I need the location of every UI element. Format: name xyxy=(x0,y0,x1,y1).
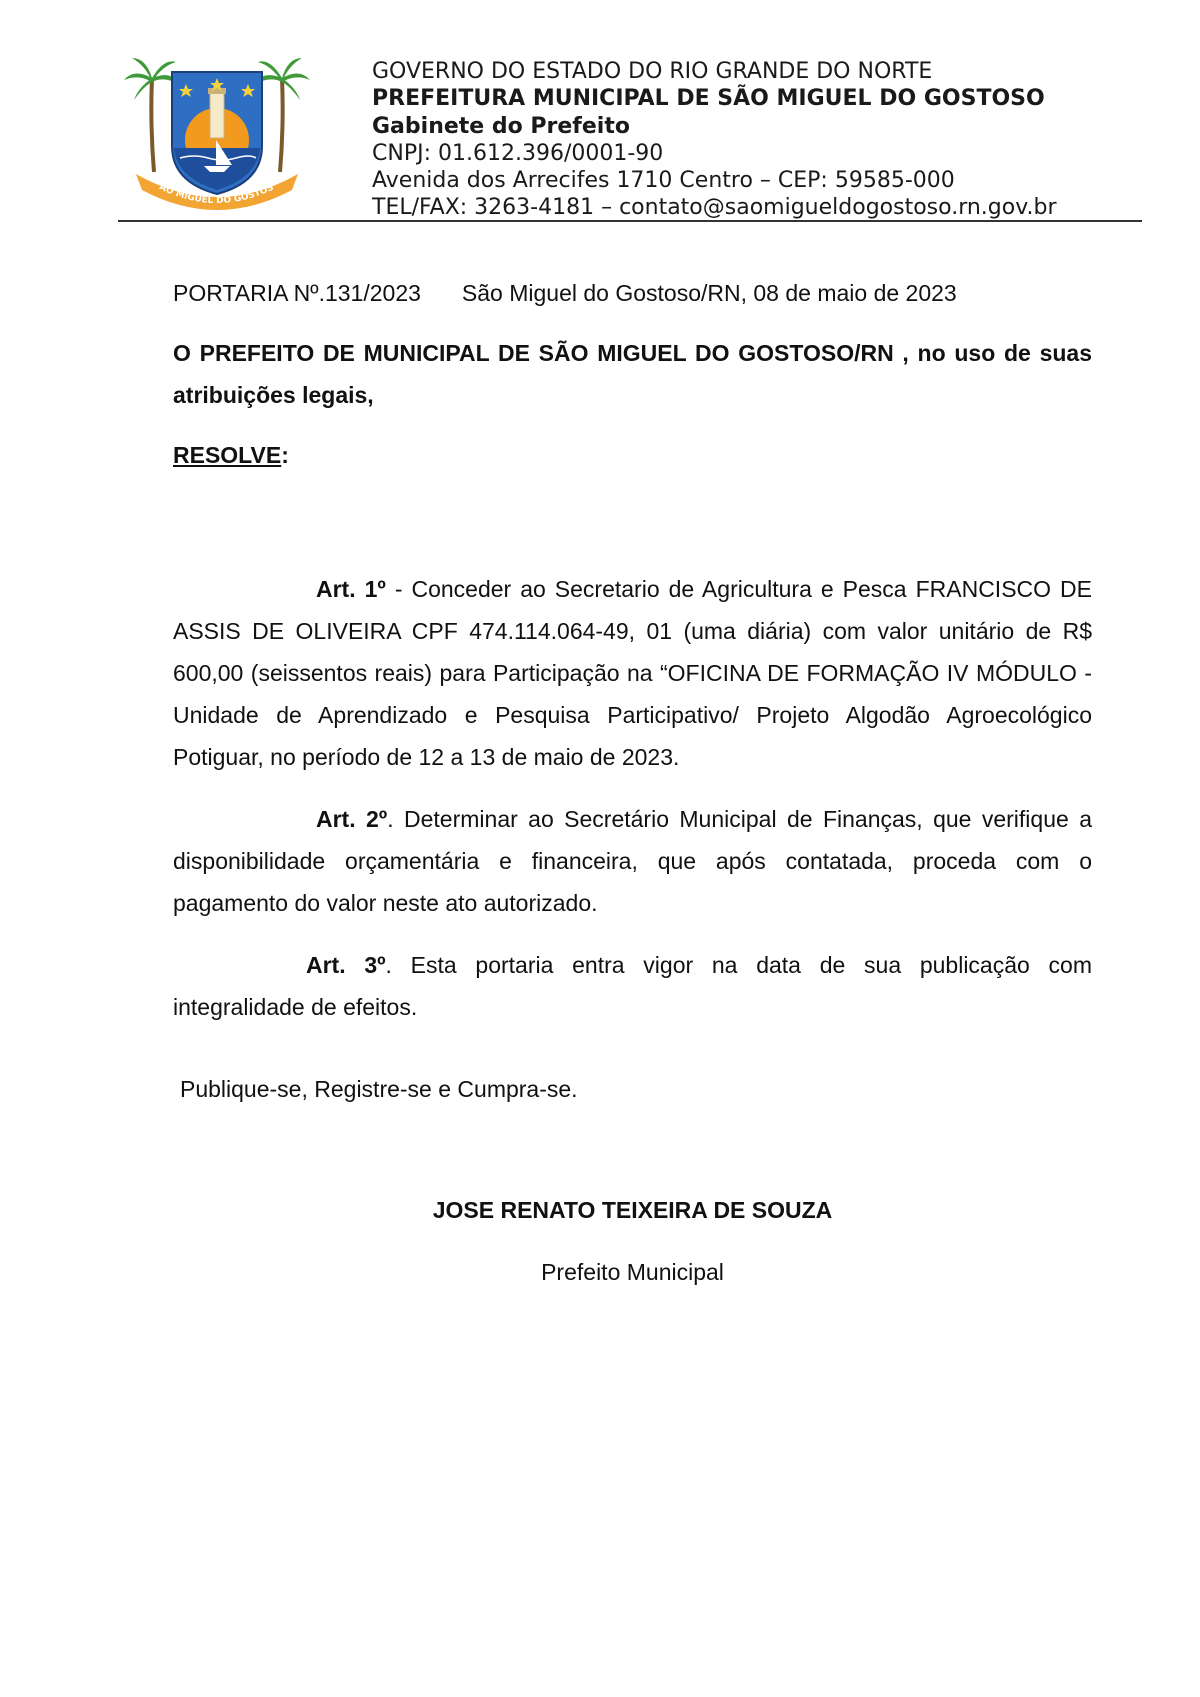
article-2-text: . Determinar ao Secretário Municipal de Finanças, que verifique a disponibilidade orçamentária e financeira, que após contatada, proceda com o pagamento do valor neste ato autorizado. xyxy=(173,806,1092,916)
preamble: O PREFEITO DE MUNICIPAL DE SÃO MIGUEL DO GOSTOSO/RN , no uso de suas atribuições legais, xyxy=(173,340,1092,408)
signatory-role: Prefeito Municipal xyxy=(541,1259,724,1285)
article-1-text: - Conceder ao Secretario de Agricultura e Pesca FRANCISCO DE ASSIS DE OLIVEIRA CPF 474.114.064-49, 01 (uma diária) com valor unitário de R$ 600,00 (seissentos reais) para Participação na “OFICINA DE FORMAÇÃO IV MÓDULO - Unidade de Aprendizado e Pesquisa Participativo/ Projeto Algodão Agroecológico Potiguar, no período de 12 a 13 de maio de 2023. xyxy=(173,576,1092,770)
article-2 xyxy=(173,798,1092,924)
header-divider xyxy=(118,220,1142,222)
letterhead-prefecture: PREFEITURA MUNICIPAL DE SÃO MIGUEL DO GOSTOSO xyxy=(372,86,1045,112)
letterhead-cnpj: CNPJ: 01.612.396/0001-90 xyxy=(372,140,664,166)
letterhead-address: Avenida dos Arrecifes 1710 Centro – CEP: 59585-000 xyxy=(372,168,955,194)
municipal-crest xyxy=(124,54,310,212)
resolve-heading xyxy=(173,434,1092,476)
ordinance-number: PORTARIA Nº.131/2023 xyxy=(173,280,421,306)
crest-ribbon-text: ÃO MIGUEL DO GOSTOS xyxy=(157,182,276,207)
ordinance-body xyxy=(173,272,1092,1110)
article-3-label: Art. 3º xyxy=(306,952,386,978)
article-1-label: Art. 1º xyxy=(316,576,386,602)
signatory-name: JOSE RENATO TEIXEIRA DE SOUZA xyxy=(432,1197,833,1223)
resolve-colon: : xyxy=(281,442,289,468)
article-1 xyxy=(173,568,1092,778)
article-3 xyxy=(173,944,1092,1028)
resolve-word: RESOLVE xyxy=(173,442,282,468)
article-2-label: Art. 2º xyxy=(316,806,388,832)
closing-formula: Publique-se, Registre-se e Cumpra-se. xyxy=(180,1076,578,1102)
letterhead-government: GOVERNO DO ESTADO DO RIO GRANDE DO NORTE xyxy=(372,59,933,84)
coat-of-arms-icon xyxy=(124,54,310,212)
article-3-text: . Esta portaria entra vigor na data de sua publicação com integralidade de efeitos. xyxy=(173,952,1092,1020)
letterhead xyxy=(372,58,1132,222)
signature-block xyxy=(173,1189,1092,1293)
ordinance-header xyxy=(173,272,1092,314)
letterhead-office: Gabinete do Prefeito xyxy=(372,113,630,139)
letterhead-contact: TEL/FAX: 3263-4181 – contato@saomigueldogostoso.rn.gov.br xyxy=(372,195,1057,221)
ordinance-place-date: São Miguel do Gostoso/RN, 08 de maio de 2023 xyxy=(461,280,957,306)
